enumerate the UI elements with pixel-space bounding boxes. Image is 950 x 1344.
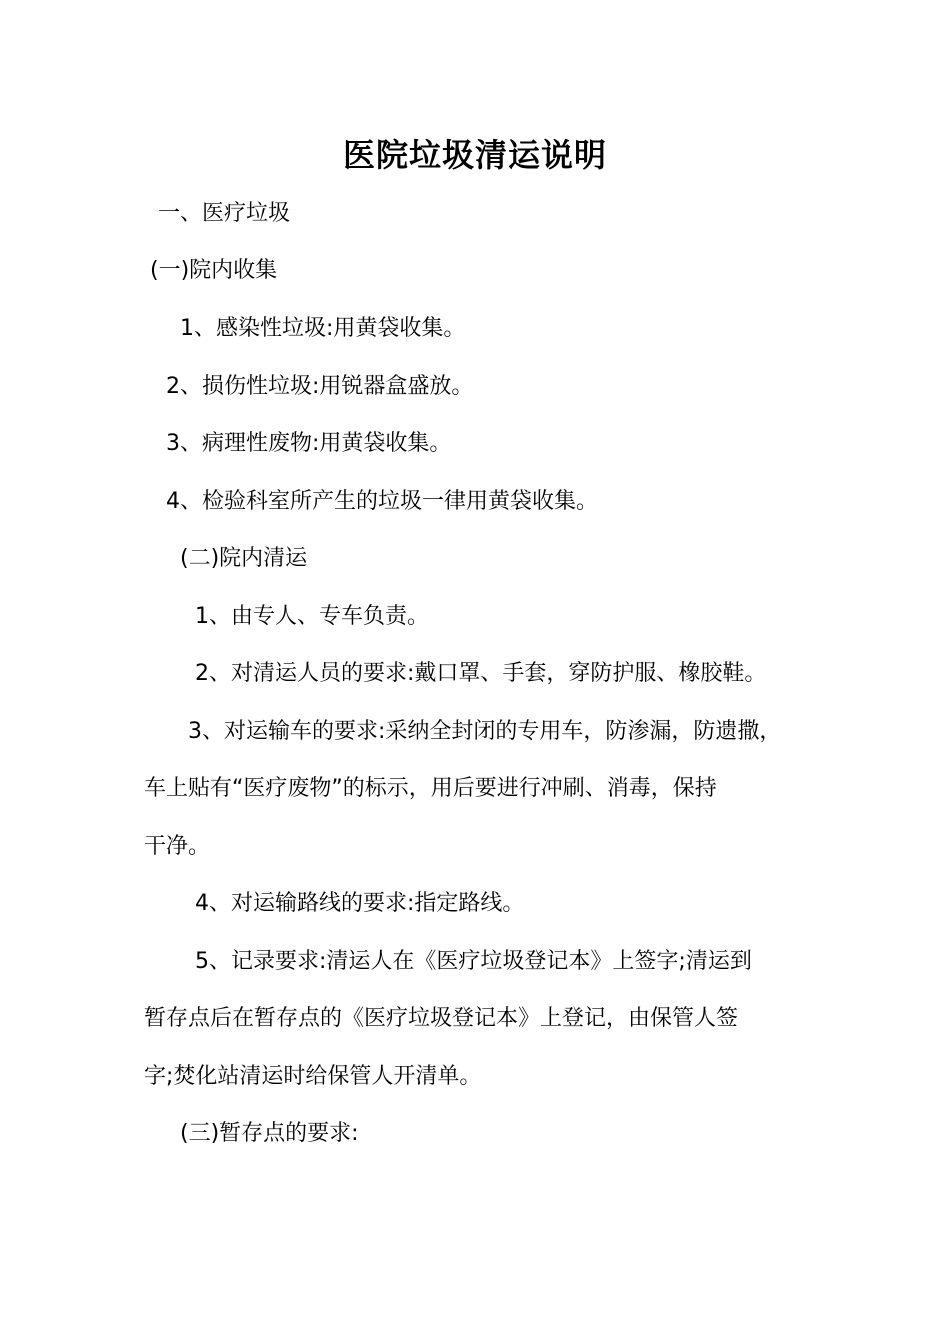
paragraph-line: 1、由专人、专车负责。 [195,604,429,629]
subsection-heading-storage: (三)暂存点的要求: [180,1121,359,1146]
paragraph-line: 4、对运输路线的要求:指定路线。 [195,891,525,916]
paragraph-line: 2、对清运人员的要求:戴口罩、手套，穿防护服、橡胶鞋。 [195,661,767,686]
paragraph-line: 3、对运输车的要求:采纳全封闭的专用车，防渗漏，防遗撒， [188,719,782,744]
subsection-heading-transport: (二)院内清运 [180,546,308,571]
paragraph-line: 2、损伤性垃圾:用锐器盒盛放。 [166,374,474,399]
paragraph-line: 3、病理性废物:用黄袋收集。 [166,431,452,456]
paragraph-line: 4、检验科室所产生的垃圾一律用黄袋收集。 [166,489,598,514]
section-heading-medical-waste: 一、医疗垃圾 [158,201,291,226]
paragraph-line: 字;焚化站清运时给保管人开清单。 [144,1064,482,1089]
paragraph-line: 车上贴有“医疗废物”的标示，用后要进行冲刷、消毒，保持 [144,776,717,801]
paragraph-line: 暂存点后在暂存点的《医疗垃圾登记本》上登记，由保管人签 [144,1006,739,1031]
paragraph-line: 5、记录要求:清运人在《医疗垃圾登记本》上签字;清运到 [195,949,752,974]
document-title: 医院垃圾清运说明 [342,136,607,174]
subsection-heading-collection: (一)院内收集 [150,258,278,283]
paragraph-line: 干净。 [144,834,211,859]
paragraph-line: 1、感染性垃圾:用黄袋收集。 [180,316,466,341]
